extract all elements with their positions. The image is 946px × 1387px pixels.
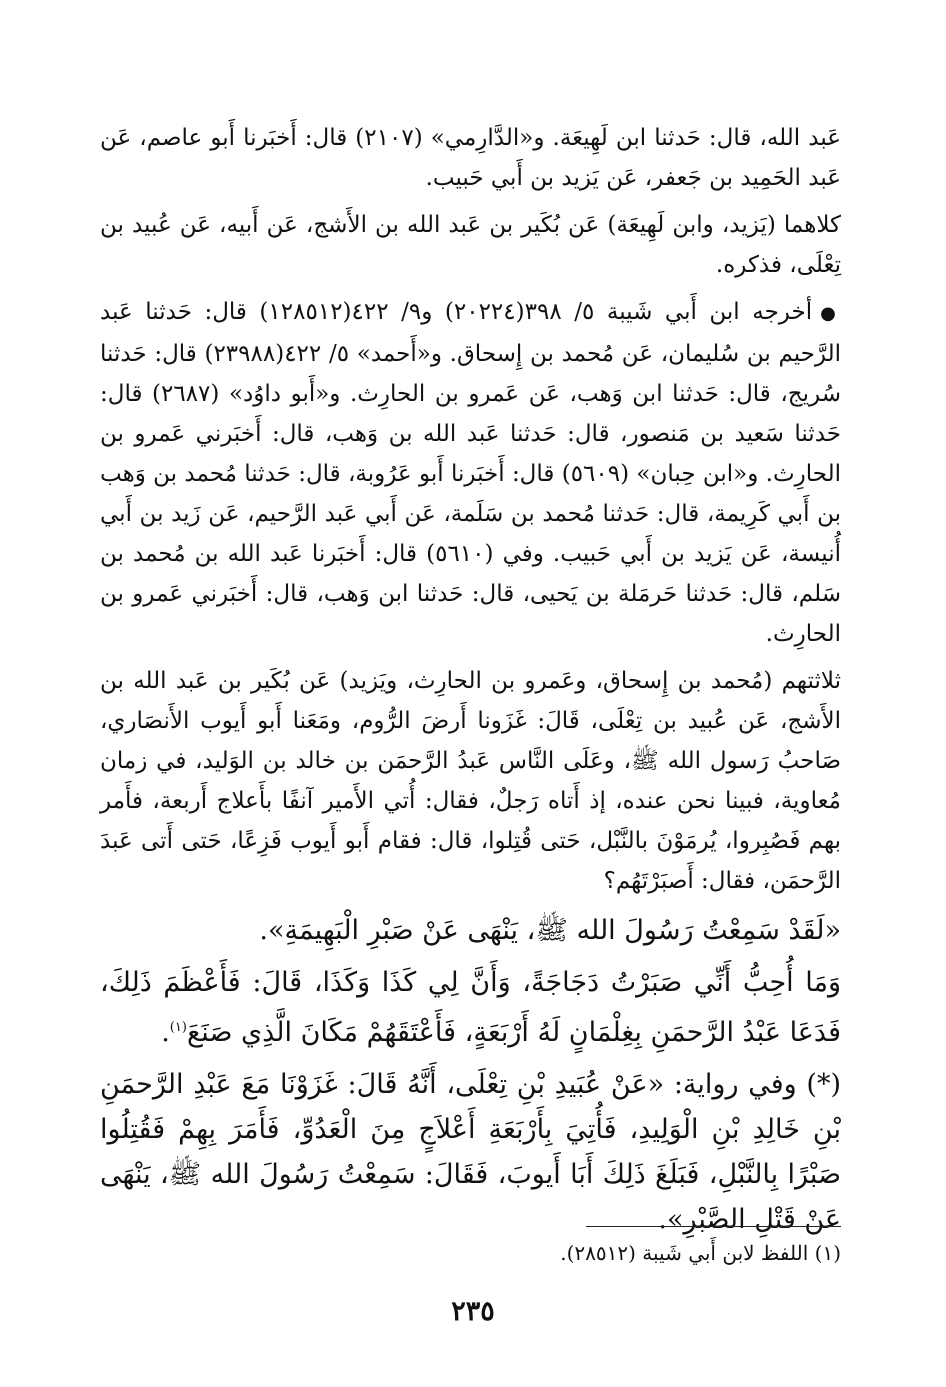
text-paragraph-2: كلاهما (يَزيد، وابن لَهِيعَة) عَن بُكَير بن عَبد الله بن الأَشج، عَن أَبيه، عَن عُبيد بن تِعْلَى، فذكره. bbox=[100, 212, 841, 278]
text-paragraph-4: ثلاثتهم (مُحمد بن إِسحاق، وعَمرو بن الحارِث، ويَزيد) عَن بُكَير بن عَبد الله بن الأَشج، عَن عُبيد بن تِعْلَى، قَالَ: غَزَونا أَرضَ الرُّوم، ومَعَنا أَبو أَيوب الأَنصَاري، صَاحبُ رَسول الله ﷺ، وعَلَى النَّاس عَبدُ الرَّحمَن بن خالد بن الوَليد، في زمان مُعاوية، فبينا نحن عنده، إذ أَتاه رَجلٌ، فقال: أُتي الأَمير آنفًا بأَعلاج أَربعة، فأَمر بهم فَصُبِروا، يُرمَوْنَ بالنَّبْل، حَتى قُتِلوا، قال: فقام أَبو أَيوب فَزِعًا، حَتى أَتى عَبدَ الرَّحمَن، فقال: أَصبَرْتَهُم؟ bbox=[100, 668, 841, 894]
footnote-divider bbox=[586, 1226, 841, 1227]
page-body bbox=[100, 118, 841, 1242]
hadith-quote-1: «لَقَدْ سَمِعْتُ رَسُولَ الله ﷺ، يَنْهَى عَنْ صَبْرِ الْبَهِيمَةِ». bbox=[259, 915, 841, 946]
footnote: (١) اللفظ لابن أَبي شَيبة (٢٨٥١٢). bbox=[560, 1241, 841, 1265]
hadith-quote-2 bbox=[100, 960, 841, 1055]
takhrij-paragraph bbox=[100, 292, 841, 654]
footnote-marker[interactable]: (١) bbox=[169, 1020, 187, 1035]
bullet-icon: ● bbox=[820, 303, 842, 324]
text-paragraph-1: عَبد الله، قال: حَدثنا ابن لَهِيعَة. و«الدَّارِمي» (٢١٠٧) قال: أَخبَرنا أَبو عاصم، عَن عَبد الحَمِيد بن جَعفر، عَن يَزيد بن أَبي حَبيب. bbox=[100, 125, 841, 191]
hadith-variant: (*) وفي رواية: «عَنْ عُبَيدِ بْنِ تِعْلَى، أَنَّهُ قَالَ: غَزَوْنَا مَعَ عَبْدِ الرَّحمَنِ بْنِ خَالِدِ بْنِ الْوَلِيدِ، فَأُتِيَ بِأَرْبَعَةِ أَعْلاَجٍ مِنَ الْعَدُوِّ، فَأَمَرَ بِهِمْ فَقُتِلُوا صَبْرًا بِالنَّبْلِ، فَبَلَغَ ذَلِكَ أَبَا أَيوبَ، فَقَالَ: سَمِعْتُ رَسُولَ الله ﷺ، يَنْهَى عَنْ قَتْلِ الصَّبْرِ». bbox=[100, 1069, 841, 1235]
takhrij-text: أخرجه ابن أَبي شَيبة ٥/ ٣٩٨(٢٠٢٢٤) و٩/ ٤٢٢(١٢٨٥١٢) قال: حَدثنا عَبد الرَّحيم بن سُليمان، عَن مُحمد بن إِسحاق. و«أَحمد» ٥/ ٤٢٢(٢٣٩٨٨) قال: حَدثنا سُريج، قال: حَدثنا ابن وَهب، عَن عَمرو بن الحارِث. و«أَبو داوُد» (٢٦٨٧) قال: حَدثنا سَعيد بن مَنصور، قال: حَدثنا عَبد الله بن وَهب، قال: أَخبَرني عَمرو بن الحارِث. و«ابن حِبان» (٥٦٠٩) قال: أَخبَرنا أَبو عَرُوبة، قال: حَدثنا مُحمد بن وَهب بن أَبي كَرِيمة، قال: حَدثنا مُحمد بن سَلَمة، عَن أَبي عَبد الرَّحيم، عَن زَيد بن أَبي أُنيسة، عَن يَزيد بن أَبي حَبيب. وفي (٥٦١٠) قال: أَخبَرنا عَبد الله بن مُحمد بن سَلم، قال: حَدثنا حَرمَلة بن يَحيى، قال: حَدثنا ابن وَهب، قال: أَخبَرني عَمرو بن الحارِث. bbox=[100, 299, 841, 647]
page-number: ٢٣٥ bbox=[451, 1296, 495, 1327]
hadith-quote-2-end: . bbox=[161, 1017, 170, 1048]
hadith-quote-2-text: وَمَا أُحِبُّ أَنِّي صَبَرْتُ دَجَاجَةً، وَأَنَّ لِي كَذَا وَكَذَا، قَالَ: فَأَعْظَمَ ذَلِكَ، فَدَعَا عَبْدُ الرَّحمَنِ بِغِلْمَانٍ لَهُ أَرْبَعَةٍ، فَأَعْتَقَهُمْ مَكَانَ الَّذِي صَنَعَ bbox=[100, 967, 841, 1048]
